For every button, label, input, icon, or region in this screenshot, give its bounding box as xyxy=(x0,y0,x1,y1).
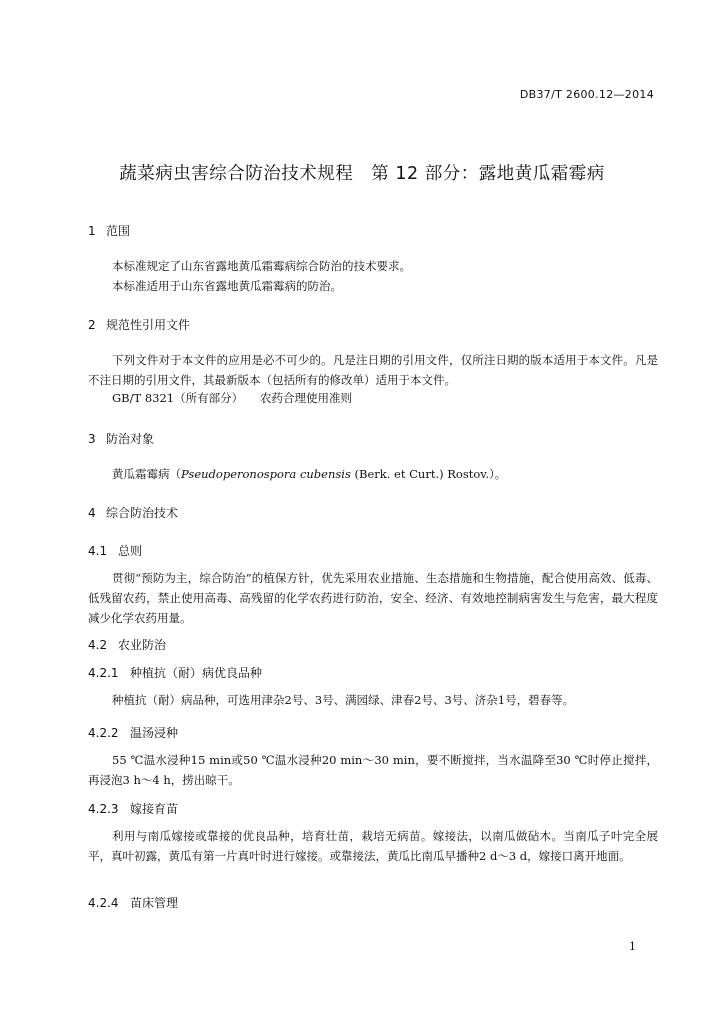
section-number: 2 xyxy=(88,318,96,332)
section-number: 3 xyxy=(88,432,96,446)
paragraph: 下列文件对于本文件的应用是必不可少的。凡是注日期的引用文件，仅所注日期的版本适用于本文件。凡是不注日期的引用文件，其最新版本（包括所有的修改单）适用于本文件。 xyxy=(88,353,658,387)
section-4-heading xyxy=(88,504,178,521)
section-title: 嫁接育苗 xyxy=(130,802,179,816)
section-number: 4 xyxy=(88,506,96,520)
section-number: 4.2.4 xyxy=(88,896,119,910)
section-title: 范围 xyxy=(106,224,131,238)
normative-reference xyxy=(112,390,352,406)
latin-name: Pseudoperonospora cubensis xyxy=(181,467,351,481)
section-title: 苗床管理 xyxy=(130,896,179,910)
section-4-2-2-heading xyxy=(88,724,178,741)
document-title: 蔬菜病虫害综合防治技术规程 第 12 部分：露地黄瓜霜霉病 xyxy=(119,164,605,184)
paragraph: 贯彻“预防为主，综合防治”的植保方针，优先采用农业措施、生态措施和生物措施，配合使用高效、低毒、低残留农药，禁止使用高毒、高残留的化学农药进行防治，安全、经济、有效地控制病害发生与危害，最大程度减少化学农药用量。 xyxy=(88,571,658,625)
section-number: 4.2.3 xyxy=(88,802,119,816)
section-4-2-3-heading xyxy=(88,800,178,817)
section-number: 4.2 xyxy=(88,638,108,652)
section-title: 规范性引用文件 xyxy=(106,318,191,332)
section-title: 温汤浸种 xyxy=(130,726,179,740)
section-number: 4.1 xyxy=(88,544,108,558)
section-title: 综合防治技术 xyxy=(106,506,179,520)
reference-title: 农药合理使用准则 xyxy=(260,391,352,405)
reference-code: GB/T 8321（所有部分） xyxy=(112,391,244,405)
section-4-2-1-heading xyxy=(88,664,262,681)
section-4-2-4-heading xyxy=(88,894,178,911)
paragraph: 本标准规定了山东省露地黄瓜霜霉病综合防治的技术要求。 xyxy=(112,259,411,273)
section-3-heading xyxy=(88,430,154,447)
section-1-heading xyxy=(88,222,130,239)
paragraph: 利用与南瓜嫁接或靠接的优良品种，培育壮苗，栽培无病苗。嫁接法，以南瓜做砧木。当南瓜子叶完全展平，真叶初露，黄瓜有第一片真叶时进行嫁接。或靠接法，黄瓜比南瓜早播种2 d～3 d，嫁接口离开地面。 xyxy=(88,829,658,863)
section-2-heading xyxy=(88,316,190,333)
paragraph xyxy=(88,464,658,484)
section-title: 种植抗（耐）病优良品种 xyxy=(130,666,263,680)
text: 黄瓜霜霉病（ xyxy=(112,467,181,481)
section-number: 1 xyxy=(88,224,96,238)
text: (Berk. et Curt.) Rostov.）。 xyxy=(350,467,507,481)
section-number: 4.2.1 xyxy=(88,666,119,680)
section-title: 总则 xyxy=(118,544,143,558)
section-number: 4.2.2 xyxy=(88,726,119,740)
section-4-1-heading xyxy=(88,542,142,559)
section-4-2-heading xyxy=(88,636,166,653)
paragraph: 55 ℃温水浸种15 min或50 ℃温水浸种20 min～30 min，要不断搅拌，当水温降至30 ℃时停止搅拌，再浸泡3 h～4 h，捞出晾干。 xyxy=(88,753,658,787)
standard-code: DB37/T 2600.12—2014 xyxy=(519,88,654,101)
section-title: 农业防治 xyxy=(118,638,167,652)
paragraph: 本标准适用于山东省露地黄瓜霜霉病的防治。 xyxy=(112,279,342,293)
paragraph: 种植抗（耐）病品种，可选用津杂2号、3号、满园绿、津春2号、3号、济杂1号，碧春等。 xyxy=(112,693,575,707)
section-title: 防治对象 xyxy=(106,432,155,446)
page-number: 1 xyxy=(629,940,636,953)
